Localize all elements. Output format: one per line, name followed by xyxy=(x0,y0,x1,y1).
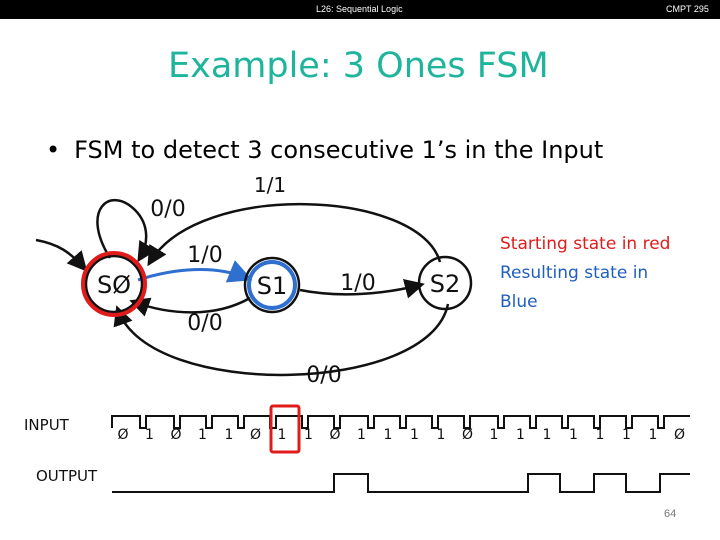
input-waveform-label: INPUT xyxy=(24,416,69,434)
label-s2-to-s0-top: 1/1 xyxy=(253,173,287,197)
page-number: 64 xyxy=(664,508,677,520)
state-s2-label: S2 xyxy=(429,270,461,298)
input-bit: Ø xyxy=(329,427,341,443)
input-bit: Ø xyxy=(461,427,474,443)
input-bit: 1 xyxy=(516,427,525,443)
input-bit: 1 xyxy=(277,427,287,443)
state-s1-label: S1 xyxy=(256,272,288,300)
input-bit: 1 xyxy=(198,427,207,443)
input-bits xyxy=(117,427,685,443)
s0-self-loop xyxy=(97,200,146,258)
input-bit: 1 xyxy=(489,427,499,443)
slide-title: Example: 3 Ones FSM xyxy=(168,46,549,86)
input-bit: Ø xyxy=(249,427,262,443)
input-bit: 1 xyxy=(304,427,313,443)
input-bit: 1 xyxy=(542,427,552,443)
input-bit: Ø xyxy=(117,427,129,443)
header-course-code: CMPT 295 xyxy=(666,4,709,14)
input-bit: 1 xyxy=(383,427,393,443)
input-bit: Ø xyxy=(170,427,182,443)
legend-resulting-state-cont: Blue xyxy=(500,292,538,312)
header-course-topic: L26: Sequential Logic xyxy=(316,4,403,14)
label-s0-self: 0/0 xyxy=(150,197,186,222)
input-bit: 1 xyxy=(145,427,154,443)
state-s1 xyxy=(245,258,299,312)
input-bit: 1 xyxy=(410,427,419,443)
input-bit: Ø xyxy=(673,427,686,443)
output-waveform xyxy=(112,474,690,492)
s2-to-s0-bottom-arc xyxy=(118,304,448,375)
s0-to-s1-arrow xyxy=(138,270,247,280)
start-arrow xyxy=(36,240,84,268)
input-bit: 1 xyxy=(436,427,446,443)
state-s0-label: SØ xyxy=(96,271,132,299)
label-s0-to-s1: 1/0 xyxy=(187,243,223,268)
input-bit: 1 xyxy=(224,427,234,443)
input-bit: 1 xyxy=(595,427,605,443)
input-bit: 1 xyxy=(569,427,578,443)
bullet-marker: • xyxy=(46,136,61,164)
state-s0 xyxy=(83,253,145,315)
bullet-text: FSM to detect 3 consecutive 1’s in the Input xyxy=(74,136,604,164)
legend-resulting-state: Resulting state in xyxy=(500,263,649,283)
output-waveform-label: OUTPUT xyxy=(36,467,98,485)
label-s1-to-s2: 1/0 xyxy=(340,271,376,296)
state-color-legend xyxy=(500,230,670,317)
state-s2 xyxy=(419,257,471,309)
input-bit: 1 xyxy=(648,427,658,443)
input-bit: 1 xyxy=(357,427,366,443)
label-s1-to-s0: 0/0 xyxy=(187,311,223,336)
label-s2-to-s0-bottom: 0/0 xyxy=(306,363,342,388)
legend-starting-state: Starting state in red xyxy=(500,234,671,254)
input-bit: 1 xyxy=(622,427,631,443)
